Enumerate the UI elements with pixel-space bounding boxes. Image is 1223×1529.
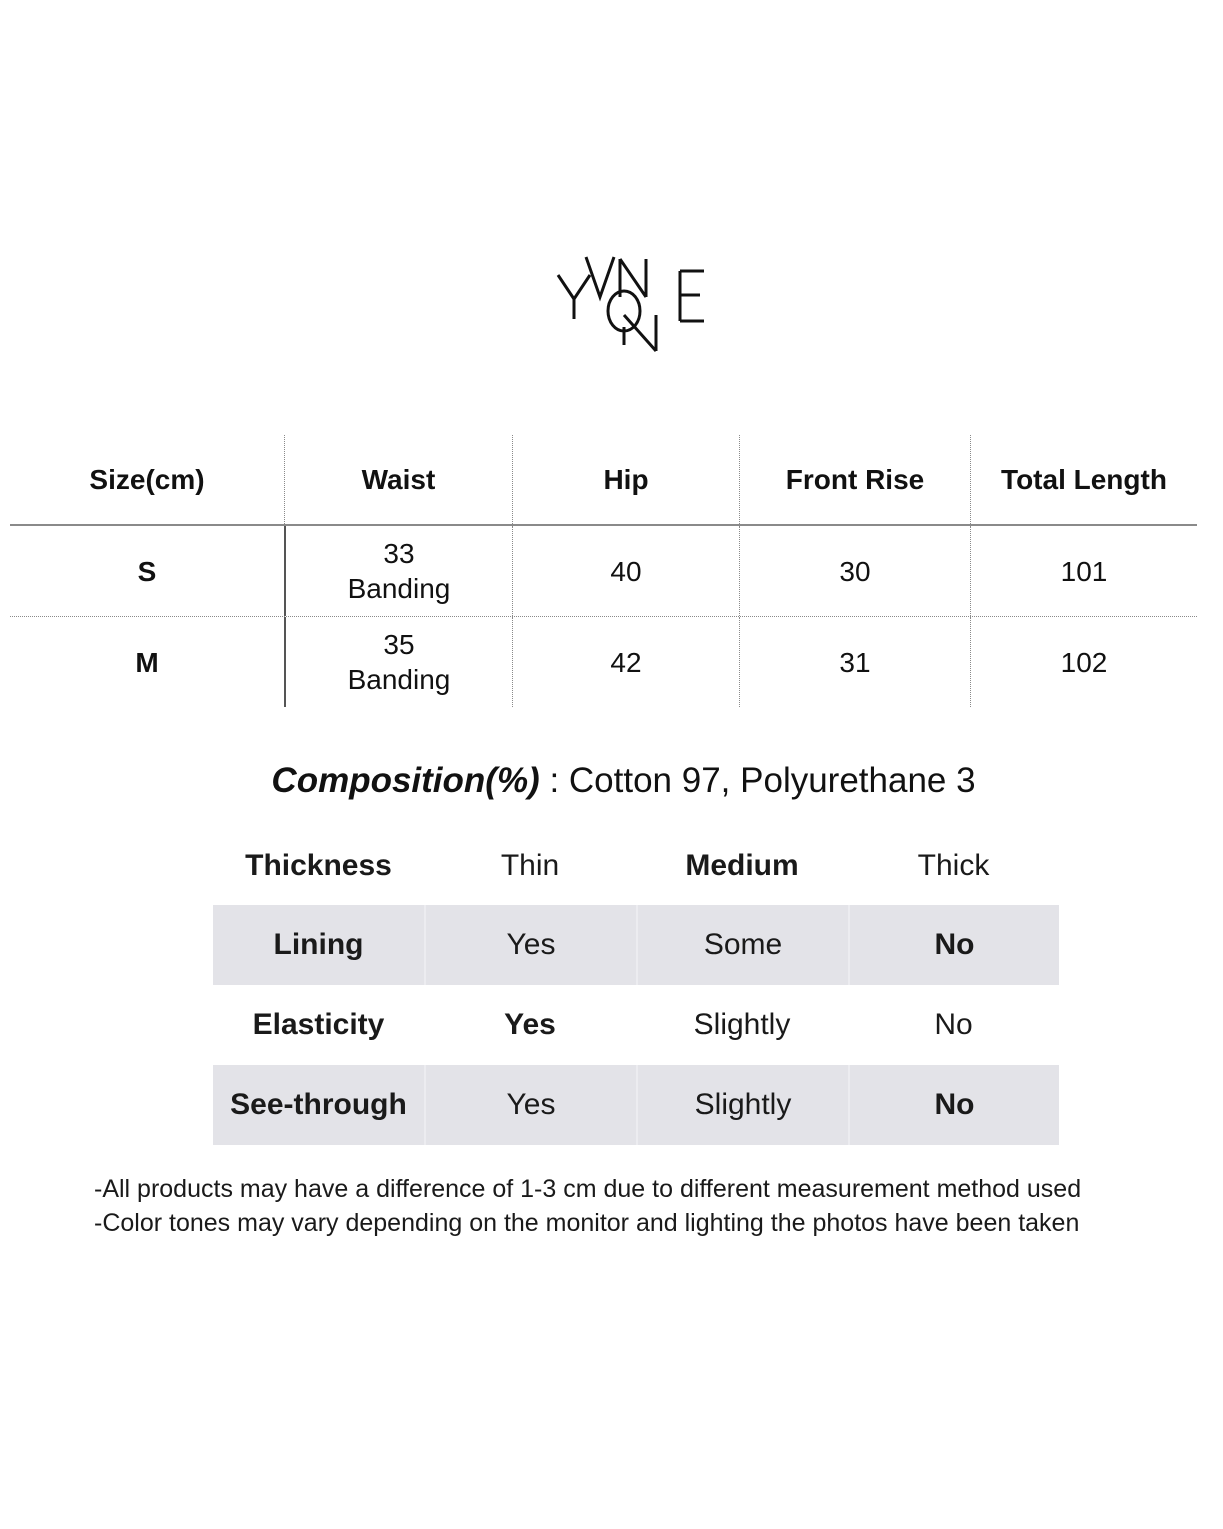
total-length-cell [970,617,1197,707]
hip-cell [512,526,739,616]
fabric-option: Slightly [693,1008,791,1041]
size-cell [10,617,284,707]
waist-note: Banding [347,664,451,695]
size-table-header [10,435,1197,526]
hip-value: 40 [610,555,642,587]
note-color: -Color tones may vary depending on the monitor and lighting the photos have been taken [94,1209,1080,1237]
fabric-option-selected: No [848,1065,1059,1145]
fabric-option: Slightly [636,1065,848,1145]
fabric-row-label: See-through [213,1065,424,1145]
header-hip-label: Hip [603,464,649,495]
fabric-row-label: Lining [213,905,424,985]
waist-note: Banding [347,573,451,604]
composition-label: Composition(%) [271,761,540,800]
composition-line [0,756,1223,806]
note-measurement: -All products may have a difference of 1-3 cm due to different measurement method used [94,1175,1082,1203]
header-front-rise [739,435,970,524]
table-row [10,526,1197,617]
size-value: M [135,646,159,678]
fabric-option: Thin [500,849,560,882]
fabric-row-see-through [213,1065,1059,1145]
hip-value: 42 [610,646,642,678]
front-rise-value: 31 [839,646,871,678]
fabric-row-elasticity [213,985,1059,1065]
table-row [10,617,1197,707]
fabric-option: No [934,1008,973,1041]
fabric-option: Yes [424,1065,636,1145]
total-length-cell [970,526,1197,616]
fabric-option-selected: Yes [504,1008,556,1041]
fabric-option-selected: No [848,905,1059,985]
waist-value: 35 [383,629,415,660]
header-total-length [970,435,1197,524]
fabric-option-selected: Medium [685,849,799,882]
front-rise-cell [739,617,970,707]
brand-logo [540,245,720,360]
composition-value: Cotton 97, Polyurethane 3 [568,761,976,800]
brand-logo-mark [540,245,720,360]
composition-separator: : [539,761,569,800]
front-rise-value: 30 [839,555,871,587]
waist-cell [284,617,512,707]
fabric-row-lining [213,905,1059,985]
header-size [10,435,284,524]
header-front-rise-label: Front Rise [785,464,925,495]
header-size-label: Size(cm) [89,464,205,495]
fabric-option: Thick [917,849,990,882]
header-hip [512,435,739,524]
fabric-row-label: Thickness [245,849,392,882]
fabric-row-thickness [213,827,1059,905]
disclaimer-notes [94,1172,1194,1240]
header-total-length-label: Total Length [1001,464,1167,495]
size-value: S [137,555,157,587]
waist-value: 33 [383,538,415,569]
header-waist [284,435,512,524]
size-cell [10,526,284,616]
waist-cell [284,526,512,616]
size-table [10,435,1197,707]
total-length-value: 102 [1060,646,1108,678]
fabric-option: Some [636,905,848,985]
total-length-value: 101 [1060,555,1108,587]
fabric-option: Yes [424,905,636,985]
fabric-row-label: Elasticity [252,1008,385,1041]
hip-cell [512,617,739,707]
front-rise-cell [739,526,970,616]
header-waist-label: Waist [361,464,436,495]
fabric-properties-table [213,827,1059,1145]
